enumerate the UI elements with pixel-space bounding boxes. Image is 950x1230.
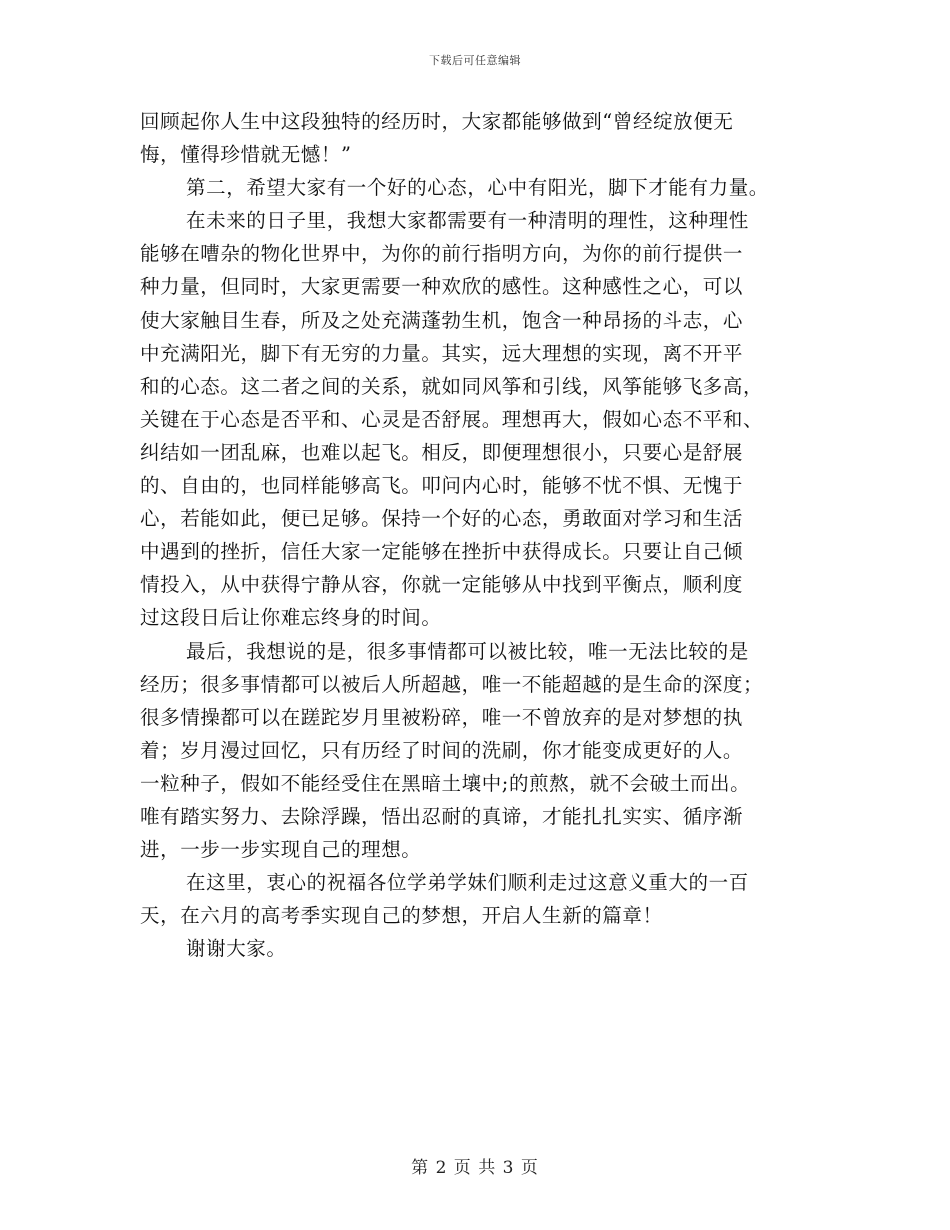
text-line: 一粒种子，假如不能经受住在黑暗土壤中;的煎熬，就不会破土而出。 (140, 771, 751, 795)
text-line: 进，一步一步实现自己的理想。 (140, 838, 422, 862)
page-header: 下载后可任意编辑 (429, 54, 521, 67)
text-line: 和的心态。这二者之间的关系，就如同风筝和引线，风筝能够飞多高， (140, 374, 764, 398)
text-line: 的、自由的，也同样能够高飞。叩问内心时，能够不忧不惧、无愧于 (140, 474, 744, 498)
text-line: 纠结如一团乱麻，也难以起飞。相反，即便理想很小，只要心是舒展 (140, 440, 744, 464)
text-line: 悔，懂得珍惜就无憾！” (140, 143, 352, 167)
text-line: 中遇到的挫折，信任大家一定能够在挫折中获得成长。只要让自己倾 (140, 540, 744, 564)
paragraph-start-line: 谢谢大家。 (186, 937, 287, 961)
text-line: 回顾起你人生中这段独特的经历时，大家都能够做到“曾经绽放便无 (140, 110, 734, 133)
text-line: 中充满阳光，脚下有无穷的力量。其实，远大理想的实现，离不开平 (140, 341, 744, 365)
text-line: 心，若能如此，便已足够。保持一个好的心态，勇敢面对学习和生活 (140, 507, 744, 531)
text-line: 种力量，但同时，大家更需要一种欢欣的感性。这种感性之心，可以 (140, 275, 744, 299)
paragraph-start-line: 在未来的日子里，我想大家都需要有一种清明的理性，这种理性 (186, 209, 749, 233)
paragraph-start-line: 第二，希望大家有一个好的心态，心中有阳光，脚下才能有力量。 (186, 176, 769, 200)
text-line: 关键在于心态是否平和、心灵是否舒展。理想再大，假如心态不平和、 (140, 407, 764, 431)
text-line: 过这段日后让你难忘终身的时间。 (140, 606, 442, 630)
text-line: 很多情操都可以在蹉跎岁月里被粉碎，唯一不曾放弃的是对梦想的执 (140, 705, 744, 729)
text-line: 着；岁月漫过回忆，只有历经了时间的洗刷，你才能变成更好的人。 (140, 738, 744, 762)
text-line: 天，在六月的高考季实现自己的梦想，开启人生新的篇章！ (140, 904, 663, 928)
page-number-footer: 第 2 页 共 3 页 (411, 1158, 539, 1178)
paragraph-start-line: 最后，我想说的是，很多事情都可以被比较，唯一无法比较的是 (186, 639, 749, 663)
text-line: 能够在嘈杂的物化世界中，为你的前行指明方向，为你的前行提供一 (140, 242, 744, 266)
paragraph-start-line: 在这里，衷心的祝福各位学弟学妹们顺利走过这意义重大的一百 (186, 871, 749, 895)
text-line: 使大家触目生春，所及之处充满蓬勃生机，饱含一种昂扬的斗志，心 (140, 308, 744, 332)
document-body (140, 105, 812, 965)
text-line: 经历；很多事情都可以被后人所超越，唯一不能超越的是生命的深度； (140, 672, 764, 696)
text-line: 情投入，从中获得宁静从容，你就一定能够从中找到平衡点，顺利度 (140, 573, 744, 597)
text-line: 唯有踏实努力、去除浮躁，悟出忍耐的真谛，才能扎扎实实、循序渐 (140, 804, 744, 828)
